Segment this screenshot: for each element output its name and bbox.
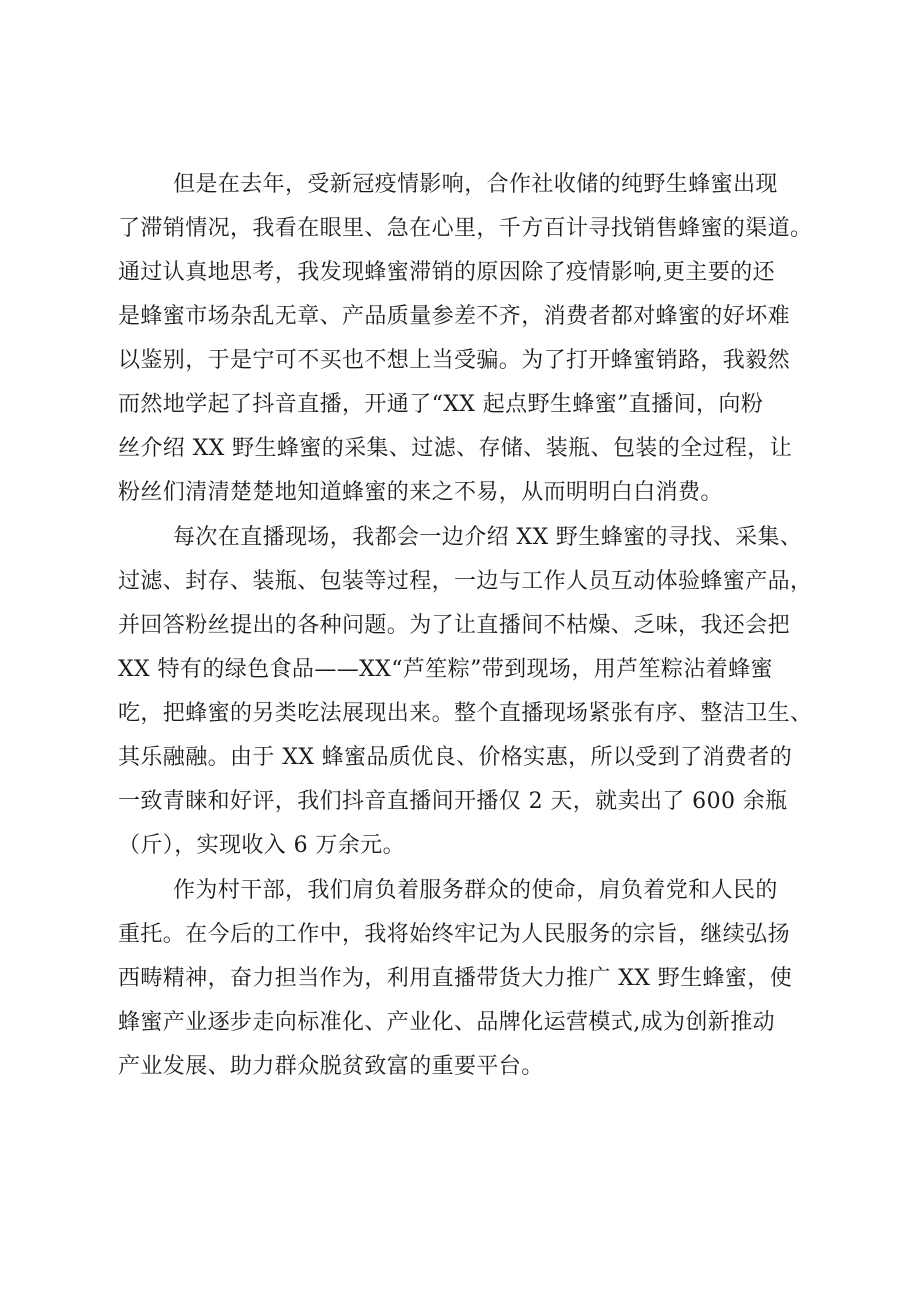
text-line: 是蜂蜜市场杂乱无章、产品质量参差不齐，消费者都对蜂蜜的好坏难 [118, 304, 791, 329]
text-line: 粉丝们清清楚楚地知道蜂蜜的来之不易，从而明明白白消费。 [118, 480, 723, 505]
text-line: 其乐融融。由于 XX 蜂蜜品质优良、价格实惠，所以受到了消费者的 [118, 745, 793, 770]
text-line: 过滤、封存、装瓶、包装等过程，一边与工作人员互动体验蜂蜜产品， [118, 569, 813, 594]
text-line: 作为村干部，我们肩负着服务群众的使命，肩负着党和人民的 [173, 878, 778, 903]
text-line: 以鉴别，于是宁可不买也不想上当受骗。为了打开蜂蜜销路，我毅然 [118, 348, 791, 373]
text-line: 吃，把蜂蜜的另类吃法展现出来。整个直播现场紧张有序、整洁卫生、 [118, 701, 813, 726]
text-line: 了滞销情况，我看在眼里、急在心里，千方百计寻找销售蜂蜜的渠道。 [118, 216, 813, 241]
text-line: 重托。在今后的工作中，我将始终牢记为人民服务的宗旨，继续弘扬 [118, 922, 791, 947]
text-line: 西畴精神，奋力担当作为，利用直播带货大力推广 XX 野生蜂蜜，使 [118, 966, 793, 991]
text-line: 每次在直播现场，我都会一边介绍 XX 野生蜂蜜的寻找、采集、 [173, 525, 803, 550]
text-line: 蜂蜜产业逐步走向标准化、产业化、品牌化运营模式,成为创新推动 [118, 1010, 775, 1035]
text-line: 产业发展、助力群众脱贫致富的重要平台。 [118, 1054, 544, 1079]
text-line: 但是在去年，受新冠疫情影响，合作社收储的纯野生蜂蜜出现 [173, 172, 778, 197]
text-line: （斤），实现收入 6 万余元。 [118, 833, 405, 858]
text-line: 一致青睐和好评，我们抖音直播间开播仅 2 天，就卖出了 600 余瓶 [118, 789, 788, 814]
text-line: 而然地学起了抖音直播，开通了“XX 起点野生蜂蜜”直播间，向粉 [118, 392, 764, 417]
text-line: XX 特有的绿色食品——XX“芦笙粽”带到现场，用芦笙粽沾着蜂蜜 [118, 657, 773, 682]
text-line: 丝介绍 XX 野生蜂蜜的采集、过滤、存储、装瓶、包装的全过程，让 [118, 436, 793, 461]
text-line: 通过认真地思考，我发现蜂蜜滞销的原因除了疫情影响,更主要的还 [118, 260, 775, 285]
text-line: 并回答粉丝提出的各种问题。为了让直播间不枯燥、乏味，我还会把 [118, 613, 791, 638]
